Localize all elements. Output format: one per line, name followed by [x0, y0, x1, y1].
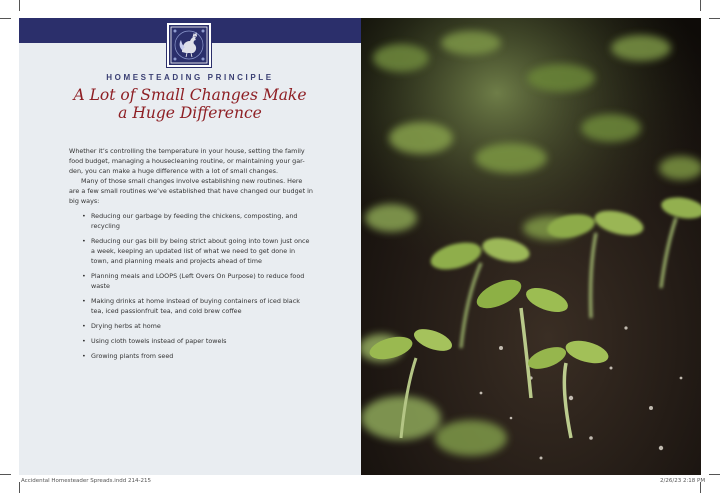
crop-mark — [709, 474, 720, 475]
list-item — [69, 321, 331, 331]
page-title — [19, 86, 361, 122]
text-line: Making drinks at home instead of buying containers of iced black — [91, 297, 300, 305]
text-line: tea, iced passionfruit tea, and cold brew coffee — [91, 307, 242, 315]
slug-filename: Accidental Homesteader Spreads.indd 214-215 — [21, 478, 152, 484]
rooster-tile-icon — [166, 22, 212, 68]
paragraph — [69, 176, 331, 206]
text-line: Using cloth towels instead of paper towels — [91, 337, 227, 345]
text-line: a week, keeping an updated list of what we need to get done in — [91, 247, 296, 255]
bullet-icon: • — [82, 212, 86, 220]
bullet-icon: • — [82, 337, 86, 345]
text-line: Growing plants from seed — [91, 352, 174, 360]
text-line: Drying herbs at home — [91, 322, 161, 330]
crop-mark — [0, 18, 11, 19]
bullet-list — [69, 211, 331, 361]
text-line: Planning meals and LOOPS (Left Overs On Purpose) to reduce food — [91, 272, 305, 280]
text-line: den, you can make a huge difference with a lot of small changes. — [69, 167, 279, 175]
text-line: Reducing our garbage by feeding the chickens, composting, and — [91, 212, 298, 220]
title-line: a Huge Difference — [118, 104, 262, 122]
list-item — [69, 271, 331, 291]
bullet-icon: • — [82, 272, 86, 280]
title-line: A Lot of Small Changes Make — [73, 86, 307, 104]
crop-mark — [700, 0, 701, 11]
section-kicker: HOMESTEADING PRINCIPLE — [106, 73, 274, 82]
bullet-icon: • — [82, 322, 86, 330]
text-line: town, and planning meals and projects ahead of time — [91, 257, 262, 265]
list-item — [69, 351, 331, 361]
list-item — [69, 336, 331, 346]
text-line: recycling — [91, 222, 120, 230]
left-page — [19, 18, 361, 475]
body-text — [69, 146, 331, 366]
bullet-icon: • — [82, 297, 86, 305]
text-line: Many of those small changes involve establishing new routines. Here — [81, 177, 303, 185]
text-line: are a few small routines we’ve established that have changed our budget in — [69, 187, 313, 195]
list-item — [69, 236, 331, 266]
text-line: Reducing our gas bill by being strict about going into town just once — [91, 237, 310, 245]
seedlings-photo-icon — [361, 18, 701, 475]
bullet-icon: • — [82, 237, 86, 245]
crop-mark — [19, 482, 20, 493]
list-item — [69, 296, 331, 316]
bullet-icon: • — [82, 352, 86, 360]
text-line: big ways: — [69, 197, 100, 205]
slug-timestamp: 2/26/23 2:18 PM — [660, 478, 706, 484]
crop-mark — [19, 0, 20, 11]
text-line: waste — [91, 282, 110, 290]
paragraph — [69, 146, 331, 176]
crop-mark — [0, 474, 11, 475]
crop-mark — [709, 18, 720, 19]
text-line: Whether it’s controlling the temperature in your house, setting the family — [69, 147, 305, 155]
list-item — [69, 211, 331, 231]
text-line: food budget, managing a housecleaning routine, or maintaining your gar- — [69, 157, 305, 165]
